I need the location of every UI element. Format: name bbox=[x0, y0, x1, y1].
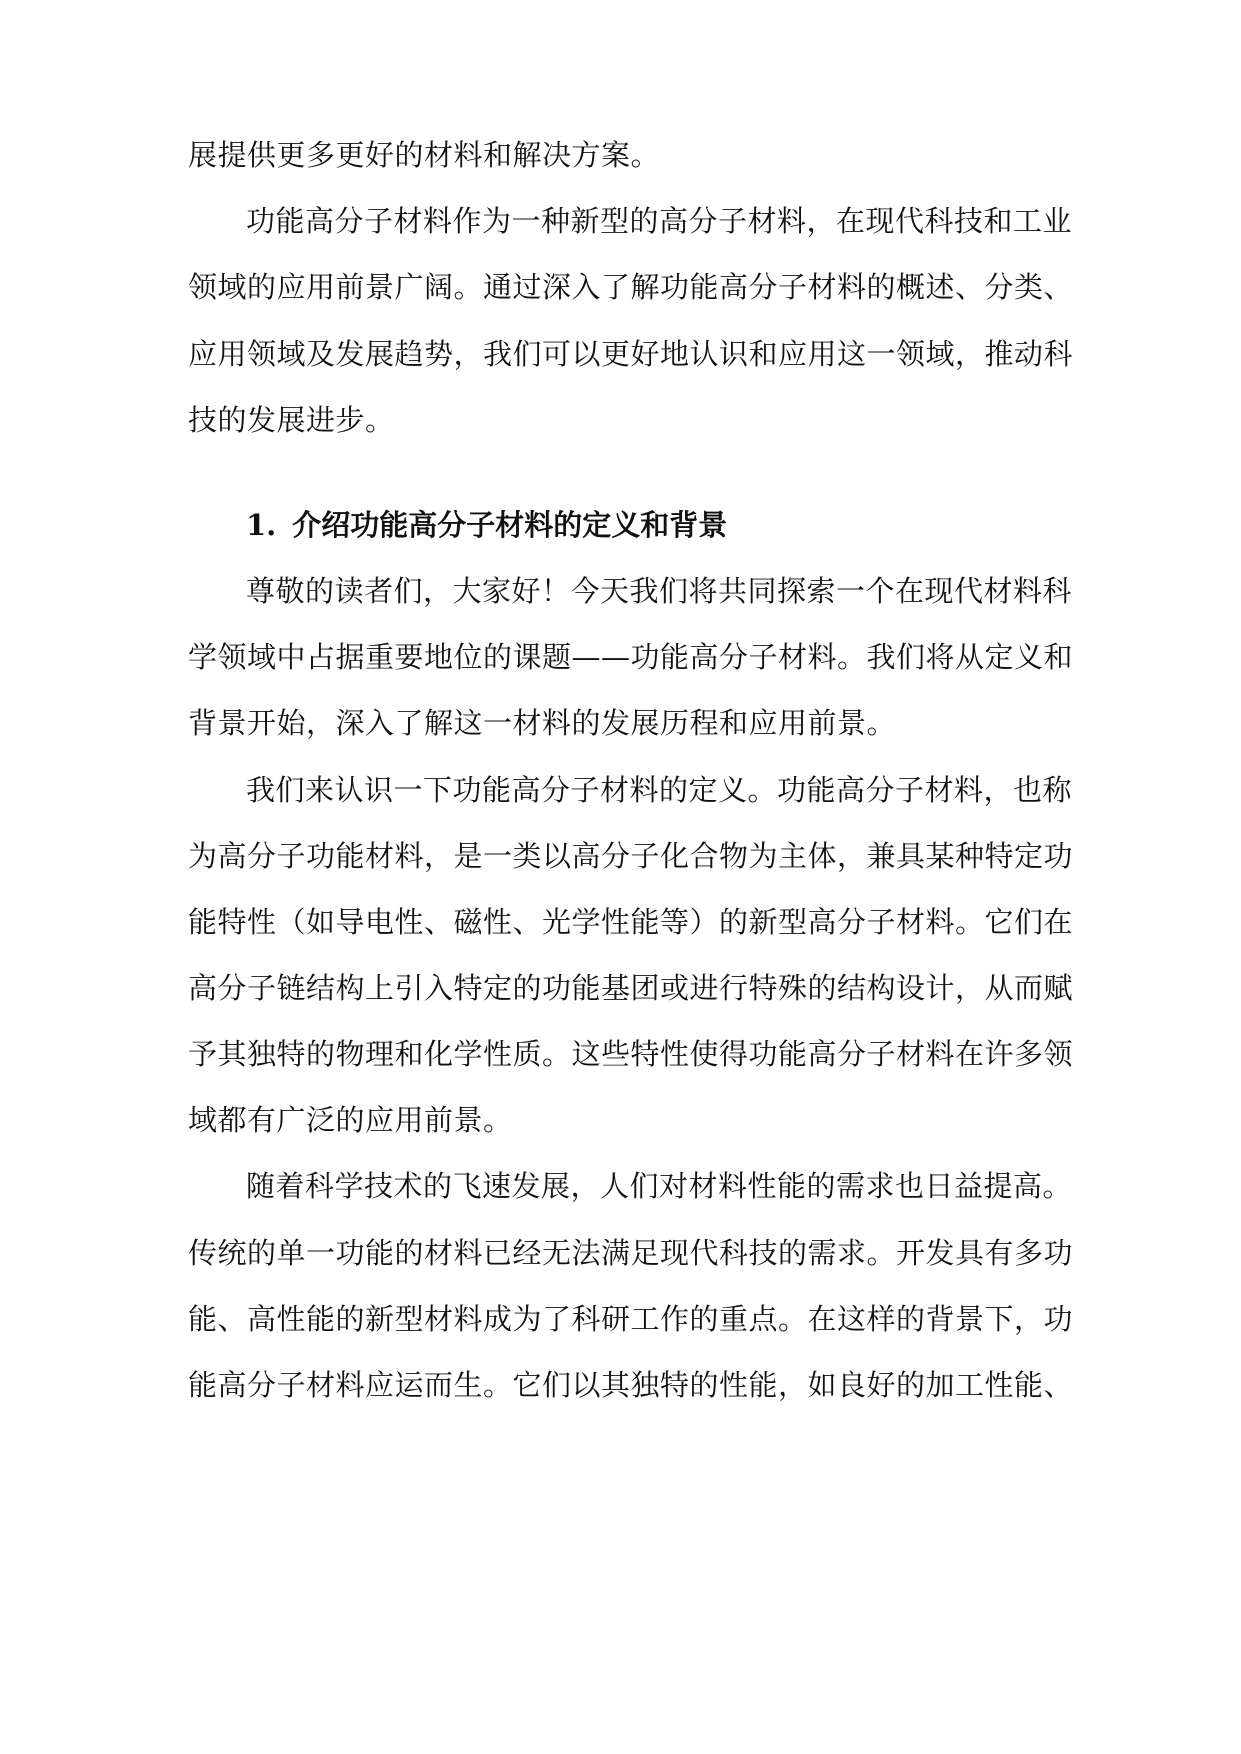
paragraph-line: 传统的单一功能的材料已经无法满足现代科技的需求。开发具有多功 bbox=[188, 1236, 1074, 1270]
paragraph-line: 能、高性能的新型材料成为了科研工作的重点。在这样的背景下，功 bbox=[188, 1302, 1074, 1336]
paragraph-line: 随着科学技术的飞速发展，人们对材料性能的需求也日益提高。 bbox=[246, 1169, 1073, 1203]
paragraph-line: 展提供更多更好的材料和解决方案。 bbox=[188, 138, 661, 172]
section-title: 介绍功能高分子材料的定义和背景 bbox=[292, 508, 728, 542]
paragraph-line: 域都有广泛的应用前景。 bbox=[188, 1103, 513, 1137]
section-heading bbox=[246, 505, 1086, 545]
paragraph-line: 高分子链结构上引入特定的功能基团或进行特殊的结构设计，从而赋 bbox=[188, 971, 1074, 1005]
paragraph-line: 为高分子功能材料，是一类以高分子化合物为主体，兼具某种特定功 bbox=[188, 839, 1074, 873]
paragraph-line: 学领域中占据重要地位的课题——功能高分子材料。我们将从定义和 bbox=[188, 640, 1074, 674]
paragraph-line: 应用领域及发展趋势，我们可以更好地认识和应用这一领域，推动科 bbox=[188, 337, 1074, 371]
paragraph-line: 尊敬的读者们，大家好！今天我们将共同探索一个在现代材料科 bbox=[246, 574, 1073, 608]
paragraph-line: 我们来认识一下功能高分子材料的定义。功能高分子材料，也称 bbox=[246, 773, 1073, 807]
paragraph-line: 予其独特的物理和化学性质。这些特性使得功能高分子材料在许多领 bbox=[188, 1037, 1074, 1071]
paragraph-line: 技的发展进步。 bbox=[188, 403, 395, 437]
paragraph-line: 能高分子材料应运而生。它们以其独特的性能，如良好的加工性能、 bbox=[188, 1368, 1074, 1402]
section-number: 1. bbox=[246, 508, 277, 542]
paragraph-line: 功能高分子材料作为一种新型的高分子材料，在现代科技和工业 bbox=[246, 204, 1073, 238]
paragraph-line: 能特性（如导电性、磁性、光学性能等）的新型高分子材料。它们在 bbox=[188, 905, 1074, 939]
paragraph-line: 背景开始，深入了解这一材料的发展历程和应用前景。 bbox=[188, 706, 897, 740]
paragraph-line: 领域的应用前景广阔。通过深入了解功能高分子材料的概述、分类、 bbox=[188, 270, 1074, 304]
